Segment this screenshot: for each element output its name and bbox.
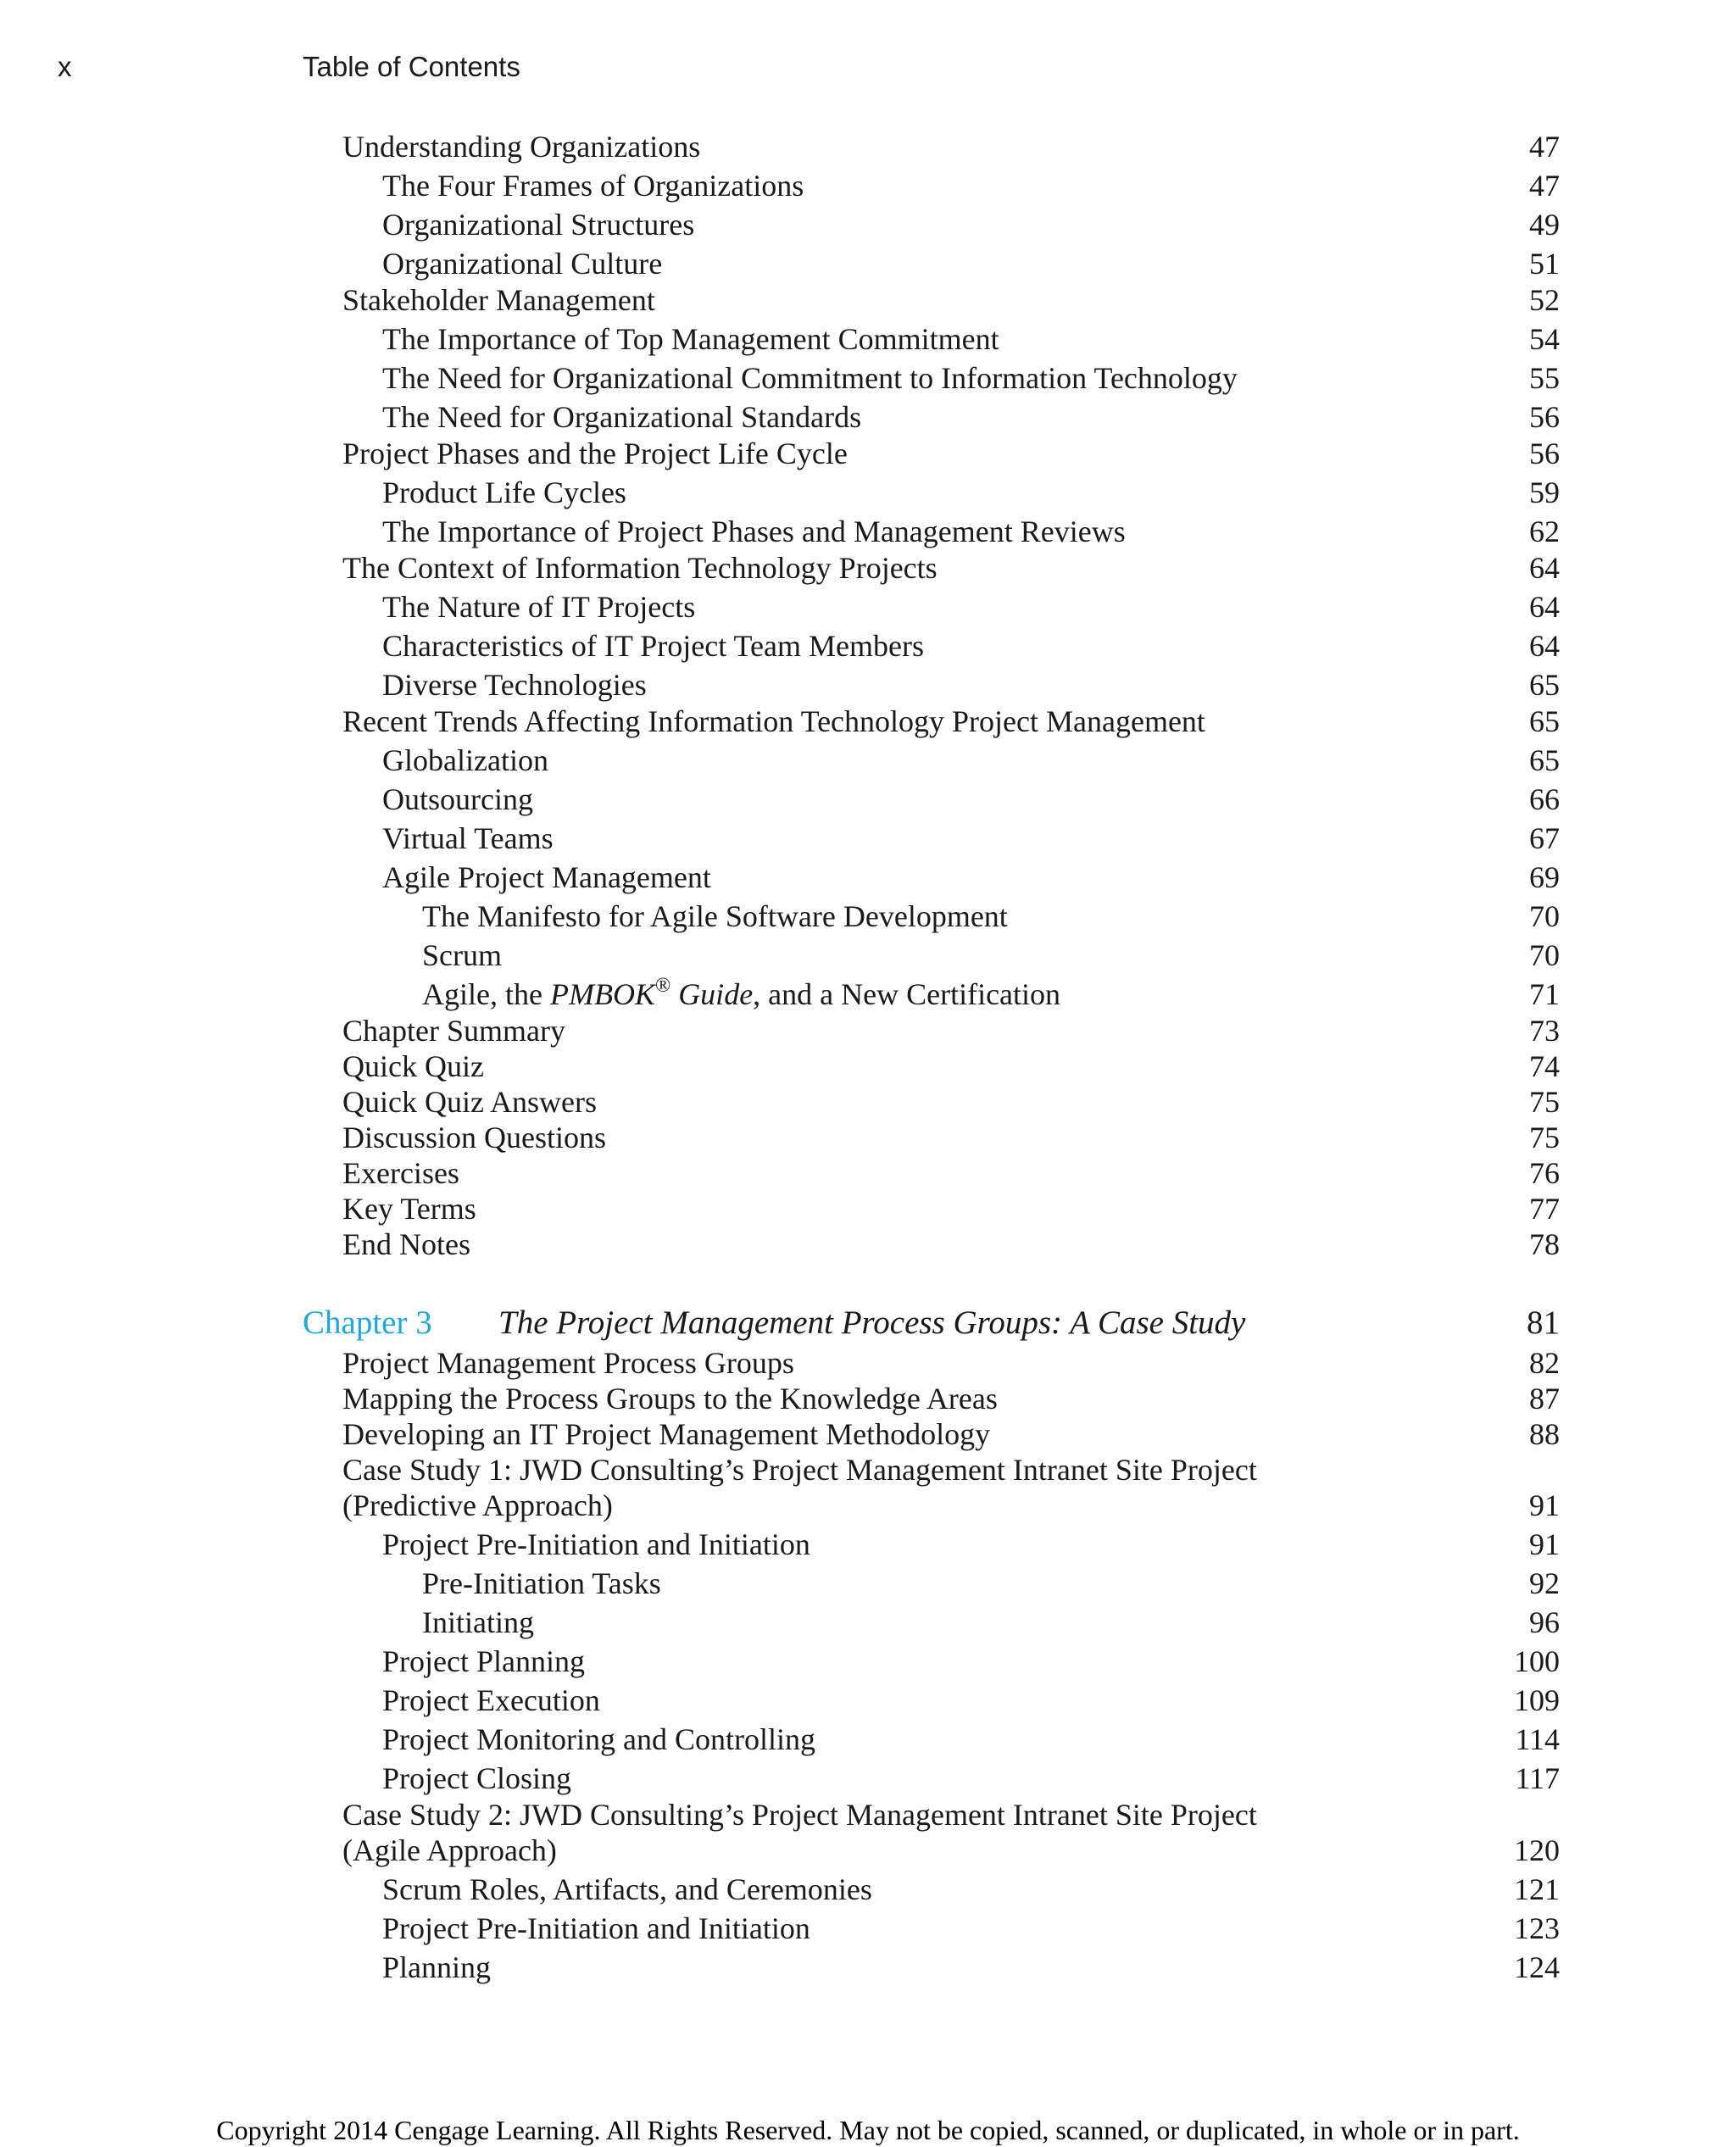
toc-entry-title: Planning	[382, 1950, 492, 1984]
toc-entry-title: (Predictive Approach)	[342, 1488, 613, 1522]
toc-entry-page: 54	[1529, 322, 1560, 356]
toc-entry-title: Project Execution	[382, 1683, 600, 1717]
registered-mark: ®	[654, 975, 671, 997]
toc-entry-page: 75	[1529, 1121, 1560, 1154]
toc-entry-page: 65	[1529, 668, 1560, 702]
toc-entry-title: The Four Frames of Organizations	[382, 169, 804, 203]
toc-entry-page: 71	[1529, 977, 1560, 1011]
toc-entry-page: 64	[1529, 629, 1560, 663]
toc-entry-title: Project Monitoring and Controlling	[382, 1722, 815, 1756]
running-head-title: Table of Contents	[303, 51, 520, 82]
toc-entry-title: Scrum	[422, 938, 502, 972]
toc-entry-page: 121	[1514, 1872, 1560, 1906]
toc-entry[interactable]	[0, 666, 1736, 704]
toc-entry[interactable]	[0, 898, 1736, 935]
toc-entry-title: Developing an IT Project Management Methodology	[342, 1417, 991, 1451]
toc-entry-page: 56	[1529, 400, 1560, 434]
toc-entry-page: 49	[1529, 208, 1560, 242]
toc-entry-page: 52	[1529, 283, 1560, 317]
toc-entry[interactable]	[0, 976, 1736, 1013]
toc-entry-title: Project Phases and the Project Life Cycle	[342, 437, 848, 470]
toc-entry-title: Case Study 2: JWD Consulting’s Project Management Intranet Site Project	[342, 1798, 1257, 1832]
toc-entry-title: Exercises	[342, 1156, 459, 1190]
running-head	[0, 51, 1736, 88]
toc-entry-page: 47	[1529, 130, 1560, 164]
toc-entry[interactable]	[0, 513, 1736, 550]
toc-entry-title: Initiating	[422, 1605, 534, 1639]
toc-entry[interactable]	[0, 320, 1736, 358]
toc-entry-title: Globalization	[382, 743, 548, 777]
toc-entry[interactable]	[0, 1565, 1736, 1602]
toc-entry[interactable]	[0, 1226, 1736, 1263]
toc-entry[interactable]	[0, 435, 1736, 472]
toc-entry-page: 87	[1529, 1382, 1560, 1416]
toc-entry-page: 66	[1529, 782, 1560, 816]
toc-entry-page: 114	[1515, 1722, 1560, 1756]
toc-entry-page: 55	[1529, 361, 1560, 395]
toc-entry-title: Chapter Summary	[342, 1014, 565, 1048]
toc-entry-page: 51	[1529, 247, 1560, 281]
toc-entry-title: Product Life Cycles	[382, 476, 626, 509]
toc-entry-page: 96	[1529, 1605, 1560, 1639]
toc-entry[interactable]	[0, 1344, 1736, 1382]
toc-entry-page: 70	[1529, 899, 1560, 933]
toc-entry[interactable]	[0, 1154, 1736, 1192]
toc-entry[interactable]	[0, 820, 1736, 857]
toc-entry-title: Key Terms	[342, 1192, 476, 1226]
toc-entry-title: The Importance of Project Phases and Management Reviews	[382, 515, 1126, 548]
toc-entry-page: 109	[1514, 1683, 1560, 1717]
page-folio: x	[58, 51, 72, 82]
toc-entry[interactable]	[0, 206, 1736, 243]
toc-entry-title: The Context of Information Technology Projects	[342, 551, 938, 585]
toc-entry[interactable]	[0, 245, 1736, 282]
copyright-notice: Copyright 2014 Cengage Learning. All Rights Reserved. May not be copied, scanned, or duplicated, in whole or in part.	[216, 2115, 1520, 2145]
toc-entry-page: 65	[1529, 704, 1560, 738]
toc-entry[interactable]	[0, 1119, 1736, 1156]
toc-entry-title: Project Planning	[382, 1644, 585, 1678]
chapter-label: Chapter 3	[303, 1304, 432, 1341]
title-part: Agile, the	[422, 977, 550, 1011]
toc-entry-title: Characteristics of IT Project Team Members	[382, 629, 924, 663]
toc-entry[interactable]	[0, 1012, 1736, 1049]
toc-entry-page: 56	[1529, 437, 1560, 470]
toc-entry-title: Stakeholder Management	[342, 283, 655, 317]
toc-entry[interactable]	[0, 627, 1736, 665]
toc-entry[interactable]	[0, 1487, 1736, 1524]
title-part: , and a New Certification	[753, 977, 1061, 1011]
toc-entry-title: (Agile Approach)	[342, 1833, 557, 1867]
toc-entry-page: 88	[1529, 1417, 1560, 1451]
toc-entry-page: 69	[1529, 860, 1560, 894]
toc-entry-page: 47	[1529, 169, 1560, 203]
toc-entry-title: The Nature of IT Projects	[382, 590, 696, 624]
toc-entry-title: Mapping the Process Groups to the Knowledge Areas	[342, 1382, 998, 1416]
toc-entry-title: Discussion Questions	[342, 1121, 607, 1154]
toc-entry-title	[422, 976, 1060, 1013]
toc-entry-title: Case Study 1: JWD Consulting’s Project Management Intranet Site Project	[342, 1453, 1257, 1487]
toc-entry[interactable]	[0, 1416, 1736, 1453]
toc-entry-title: Organizational Culture	[382, 247, 663, 281]
toc-entry[interactable]	[0, 1760, 1736, 1797]
toc-entry-title: Project Closing	[382, 1761, 571, 1795]
toc-entry-page: 91	[1529, 1527, 1560, 1561]
title-italic-part: Guide	[670, 977, 754, 1011]
toc-entry[interactable]	[0, 1380, 1736, 1417]
toc-entry[interactable]	[0, 1910, 1736, 1947]
toc-entry-page: 75	[1529, 1085, 1560, 1119]
toc-entry[interactable]	[0, 1048, 1736, 1085]
toc-entry-page: 92	[1529, 1566, 1560, 1600]
toc-entry-title: Project Pre-Initiation and Initiation	[382, 1527, 810, 1561]
toc-entry-page: 82	[1529, 1346, 1560, 1380]
toc-entry-page: 120	[1514, 1833, 1560, 1867]
toc-entry-page: 123	[1514, 1911, 1560, 1945]
toc-entry[interactable]	[0, 1083, 1736, 1121]
toc-entry-page: 77	[1529, 1192, 1560, 1226]
chapter-title: The Project Management Process Groups: A Case Study	[498, 1304, 1246, 1341]
toc-entry-title: The Need for Organizational Commitment to Information Technology	[382, 361, 1238, 395]
toc-entry[interactable]	[0, 1190, 1736, 1227]
toc-entry-title: Organizational Structures	[382, 208, 695, 242]
toc-entry-page: 100	[1514, 1644, 1560, 1678]
toc-entry-title: Recent Trends Affecting Information Technology Project Management	[342, 704, 1205, 738]
chapter-page: 81	[1527, 1304, 1560, 1341]
toc-entry[interactable]	[0, 128, 1736, 165]
toc-entry[interactable]	[0, 1832, 1736, 1869]
toc-entry-title: Project Management Process Groups	[342, 1346, 794, 1380]
toc-entry-title: Understanding Organizations	[342, 130, 701, 164]
toc-entry[interactable]	[0, 1871, 1736, 1908]
toc-entry-page: 73	[1529, 1014, 1560, 1048]
toc-entry[interactable]	[0, 1643, 1736, 1680]
toc-entry-title: The Manifesto for Agile Software Development	[422, 899, 1008, 933]
toc-entry[interactable]	[0, 859, 1736, 896]
toc-entry-title: Outsourcing	[382, 782, 533, 816]
chapter-heading[interactable]	[0, 1303, 1736, 1343]
toc-entry-page: 78	[1529, 1227, 1560, 1261]
toc-entry-page: 91	[1529, 1488, 1560, 1522]
toc-entry[interactable]	[0, 1682, 1736, 1719]
toc-entry-title: The Need for Organizational Standards	[382, 400, 862, 434]
toc-entry-title: Quick Quiz	[342, 1049, 484, 1083]
toc-entry-title: Diverse Technologies	[382, 668, 647, 702]
toc-entry-page: 64	[1529, 590, 1560, 624]
toc-entry-page: 76	[1529, 1156, 1560, 1190]
toc-entry-page: 124	[1514, 1950, 1560, 1984]
toc-entry[interactable]	[0, 1526, 1736, 1563]
toc-entry-title: Quick Quiz Answers	[342, 1085, 597, 1119]
toc-entry[interactable]	[0, 1451, 1736, 1488]
toc-entry[interactable]	[0, 474, 1736, 511]
toc-entry[interactable]	[0, 937, 1736, 974]
toc-entry-title: Scrum Roles, Artifacts, and Ceremonies	[382, 1872, 872, 1906]
toc-entry[interactable]	[0, 588, 1736, 626]
title-italic-part: PMBOK	[549, 977, 655, 1011]
toc-entry[interactable]	[0, 398, 1736, 436]
toc-entry-page: 70	[1529, 938, 1560, 972]
toc-entry[interactable]	[0, 742, 1736, 779]
toc-entry-title: Agile Project Management	[382, 860, 711, 894]
toc-entry[interactable]	[0, 549, 1736, 587]
toc-entry[interactable]	[0, 1604, 1736, 1641]
toc-entry-title: The Importance of Top Management Commitment	[382, 322, 999, 356]
toc-entry-title: End Notes	[342, 1227, 470, 1261]
toc-entry[interactable]	[0, 781, 1736, 818]
toc-entry[interactable]	[0, 1796, 1736, 1833]
toc-entry[interactable]	[0, 359, 1736, 397]
toc-entry-page: 59	[1529, 476, 1560, 509]
toc-entry-title: Project Pre-Initiation and Initiation	[382, 1911, 810, 1945]
toc-entry[interactable]	[0, 703, 1736, 740]
toc-entry[interactable]	[0, 167, 1736, 204]
toc-entry[interactable]	[0, 1721, 1736, 1758]
toc-entry-page: 65	[1529, 743, 1560, 777]
toc-entry-page: 117	[1515, 1761, 1560, 1795]
toc-entry-page: 62	[1529, 515, 1560, 548]
toc-entry[interactable]	[0, 281, 1736, 319]
toc-entry-page: 67	[1529, 821, 1560, 855]
toc-entry-page: 74	[1529, 1049, 1560, 1083]
toc-entry[interactable]	[0, 1949, 1736, 1986]
toc-entry-title: Virtual Teams	[382, 821, 554, 855]
toc-entry-page: 64	[1529, 551, 1560, 585]
toc-entry-title: Pre-Initiation Tasks	[422, 1566, 661, 1600]
